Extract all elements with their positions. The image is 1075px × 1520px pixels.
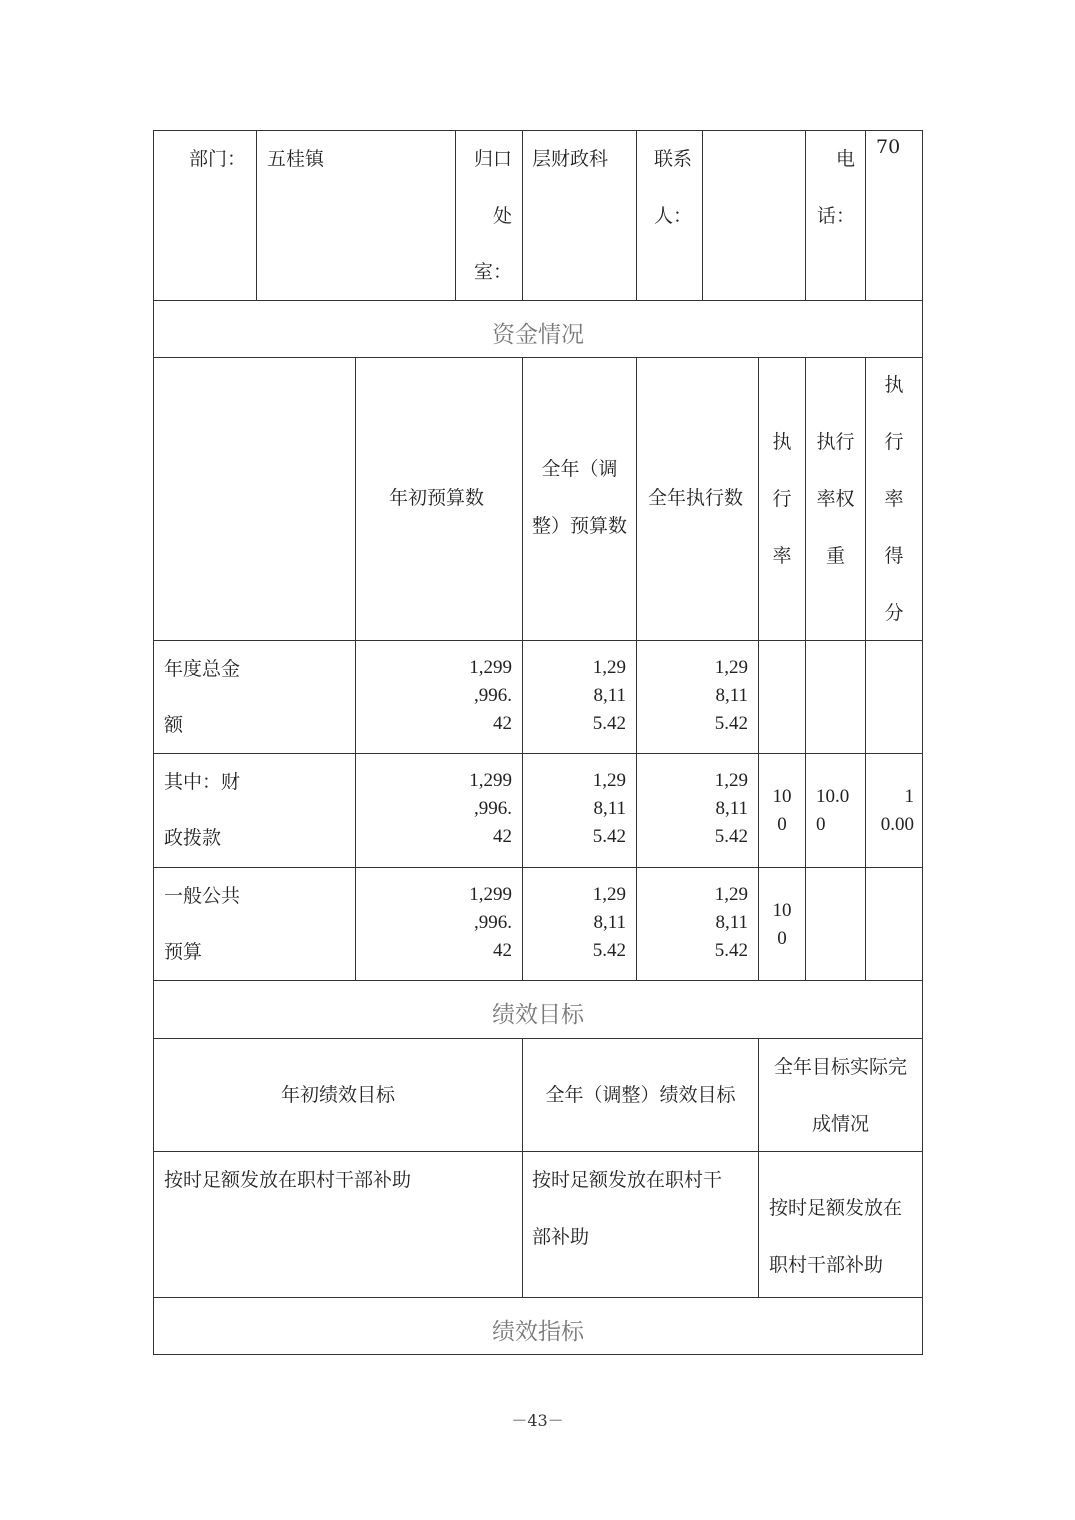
score-value: 1 0.00: [880, 786, 914, 835]
row-initial-budget: [356, 641, 523, 754]
col-exec-weight: [806, 358, 866, 641]
row-label-line: 一般公共: [164, 885, 241, 907]
phone-label-line: 电: [835, 148, 855, 170]
initial-goal-text: 按时足额发放在职村干部补助: [164, 1169, 412, 1191]
row-exec-rate: [759, 641, 806, 754]
amount-value: 1,29 8,11 5.42: [714, 657, 748, 734]
page-number: －43－: [511, 1411, 564, 1430]
col-actual-goal-label: 全年目标实际完 成情况: [773, 1056, 907, 1135]
col-actual-goal: [759, 1039, 922, 1152]
funds-section-header: [154, 301, 922, 358]
amount-value: 1,29 8,11 5.42: [714, 770, 748, 847]
office-label-line: 处: [492, 205, 512, 227]
row-label-line: 额: [164, 714, 184, 736]
row-exec-rate: [759, 868, 806, 981]
adjusted-goal-cell: [523, 1152, 759, 1298]
row-exec-score: [866, 868, 922, 981]
adjusted-goal-line: 按时足额发放在职村干: [532, 1169, 723, 1191]
row-label-line: 其中：财: [164, 771, 241, 793]
amount-value: 1,29 8,11 5.42: [592, 770, 626, 847]
row-adjusted-budget: [523, 641, 637, 754]
row-exec-weight: [806, 868, 866, 981]
row-adjusted-budget: [523, 754, 637, 868]
col-exec-score: [866, 358, 922, 641]
office-value-cell: [523, 131, 637, 301]
row-initial-budget: [356, 868, 523, 981]
row-exec-weight: [806, 754, 866, 868]
col-exec-rate-label: 执 行 率: [772, 431, 792, 567]
phone-value-cell: [866, 131, 922, 301]
dept-label-cell: [154, 131, 257, 301]
weight-value: 10.0 0: [816, 786, 850, 835]
row-exec-rate: [759, 754, 806, 868]
dept-label: 部门：: [189, 148, 247, 170]
col-executed-label: 全年执行数: [648, 487, 744, 509]
actual-goal-cell: [759, 1152, 922, 1298]
row-label-line: 年度总金: [164, 658, 241, 680]
row-exec-score: [866, 641, 922, 754]
office-value: 层财政科: [532, 148, 609, 170]
phone-value: 70: [876, 136, 901, 158]
row-executed: [637, 754, 759, 868]
col-initial-budget-label: 年初预算数: [389, 487, 485, 509]
rate-value: 10 0: [772, 900, 792, 949]
row-executed: [637, 641, 759, 754]
amount-value: 1,29 8,11 5.42: [592, 657, 626, 734]
col-adjusted-goal-label: 全年（调整）绩效目标: [545, 1084, 736, 1106]
adjusted-goal-line: 部补助: [532, 1226, 590, 1248]
table-row-label: [154, 754, 356, 868]
goals-section-header: [154, 981, 922, 1039]
amount-value: 1,299 ,996. 42: [469, 770, 512, 847]
phone-label-cell: [806, 131, 866, 301]
phone-label-line: 话：: [816, 205, 855, 227]
actual-goal-line: 职村干部补助: [769, 1254, 884, 1276]
row-label-line: 政拨款: [164, 827, 222, 849]
table-row-label: [154, 641, 356, 754]
funds-blank-header: [154, 358, 356, 641]
amount-value: 1,29 8,11 5.42: [714, 884, 748, 961]
col-executed: [637, 358, 759, 641]
indicators-section-header: [154, 1298, 922, 1354]
actual-goal-line: 按时足额发放在: [769, 1197, 903, 1219]
funds-section-title: 资金情况: [492, 322, 584, 348]
col-exec-score-label: 执 行 率 得 分: [884, 374, 904, 624]
office-label-cell: [456, 131, 523, 301]
col-exec-rate: [759, 358, 806, 641]
amount-value: 1,299 ,996. 42: [469, 884, 512, 961]
contact-label-cell: [637, 131, 703, 301]
amount-value: 1,29 8,11 5.42: [592, 884, 626, 961]
performance-table: [153, 130, 923, 1355]
row-exec-weight: [806, 641, 866, 754]
col-initial-goal: [154, 1039, 523, 1152]
col-initial-goal-label: 年初绩效目标: [280, 1084, 395, 1106]
rate-value: 10 0: [772, 786, 792, 835]
table-row-label: [154, 868, 356, 981]
row-executed: [637, 868, 759, 981]
office-label-line: 归口: [473, 148, 512, 170]
initial-goal-cell: [154, 1152, 523, 1298]
indicators-section-title: 绩效指标: [492, 1319, 584, 1345]
contact-label-line: 联系: [654, 148, 693, 170]
office-label-line: 室：: [473, 261, 512, 283]
contact-value-cell: [703, 131, 806, 301]
row-exec-score: [866, 754, 922, 868]
col-initial-budget: [356, 358, 523, 641]
row-label-line: 预算: [164, 941, 203, 963]
row-adjusted-budget: [523, 868, 637, 981]
amount-value: 1,299 ,996. 42: [469, 657, 512, 734]
col-exec-weight-label: 执行 率权 重: [816, 431, 855, 567]
row-initial-budget: [356, 754, 523, 868]
goals-section-title: 绩效目标: [492, 1002, 584, 1028]
contact-label-line: 人：: [654, 205, 693, 227]
col-adjusted-budget: [523, 358, 637, 641]
dept-value-cell: [257, 131, 456, 301]
dept-value: 五桂镇: [267, 148, 325, 170]
col-adjusted-goal: [523, 1039, 759, 1152]
col-adjusted-budget-label: 全年（调 整）预算数: [531, 458, 627, 537]
